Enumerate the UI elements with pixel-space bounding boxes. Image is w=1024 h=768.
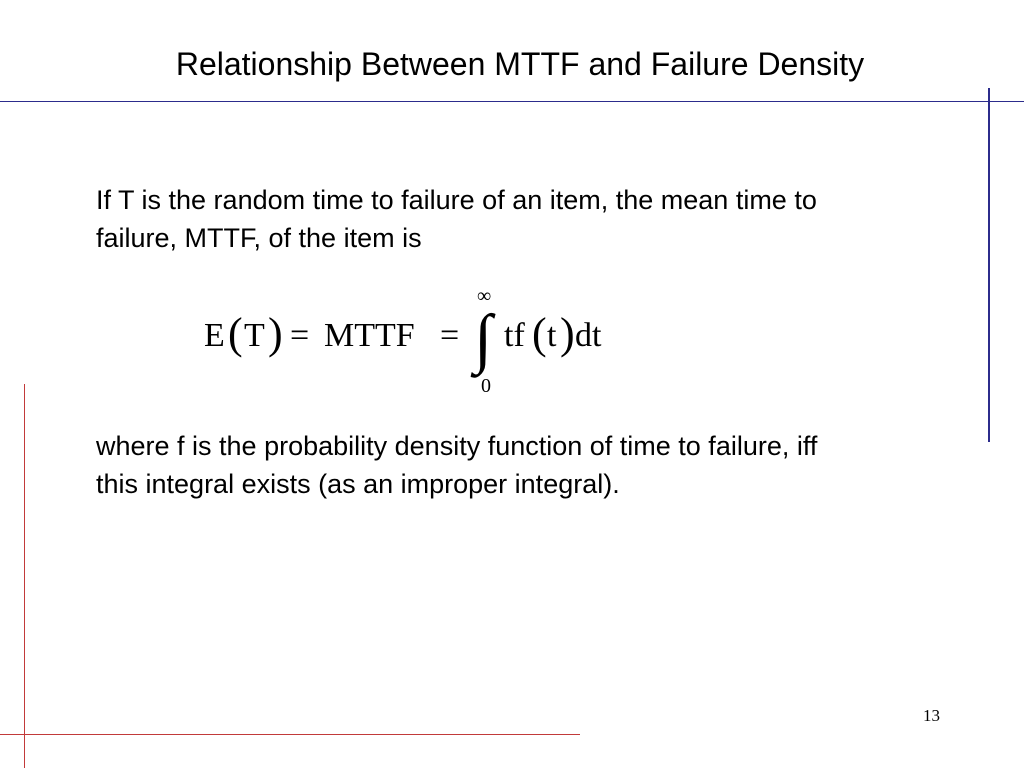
formula-integrand-prefix: tf <box>504 317 525 354</box>
formula-upper-limit: ∞ <box>477 285 492 307</box>
formula-lhs-func: E <box>204 317 225 354</box>
where-paragraph: where f is the probability density function of time to failure, iff this integral exists (as an improper integral). <box>96 431 818 499</box>
slide-number: 13 <box>923 706 940 725</box>
slide-title: Relationship Between MTTF and Failure Density <box>175 46 865 82</box>
formula-equals-2: = <box>440 317 460 354</box>
formula-lhs-close-paren: ) <box>268 309 283 358</box>
formula-integrand-open-paren: ( <box>532 309 547 358</box>
formula-lower-limit: 0 <box>481 375 491 397</box>
formula-integral-sign: ∫ <box>474 302 493 375</box>
mttf-formula <box>200 280 620 400</box>
formula-equals-1: = <box>290 317 310 354</box>
formula-integrand-arg: t <box>547 317 557 354</box>
left-red-rule <box>24 384 25 768</box>
right-blue-rule <box>988 88 990 442</box>
formula-svg <box>200 280 620 400</box>
bottom-red-rule <box>0 734 580 735</box>
formula-lhs-open-paren: ( <box>228 309 243 358</box>
top-blue-rule <box>0 101 1024 102</box>
formula-integrand-close-paren: ) <box>560 309 575 358</box>
formula-mttf: MTTF <box>324 317 415 354</box>
formula-lhs-arg: T <box>244 317 265 354</box>
intro-paragraph: If T is the random time to failure of an item, the mean time to failure, MTTF, of the item is <box>96 185 817 253</box>
formula-differential: dt <box>575 317 602 354</box>
